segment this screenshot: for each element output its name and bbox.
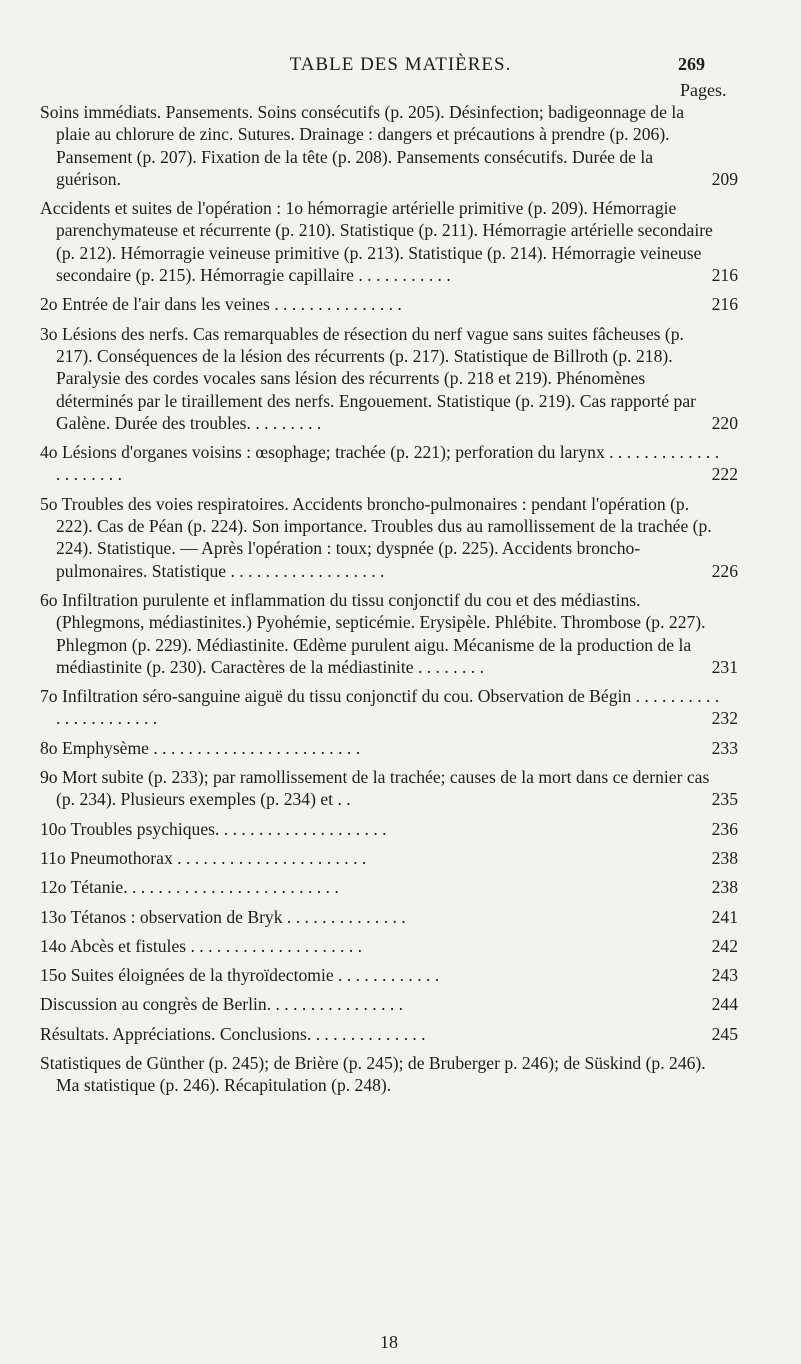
toc-entry-text: 8o Emphysème . . . . . . . . . . . . . . . . . . . . . . . . bbox=[40, 737, 361, 758]
toc-entry-text: 13o Tétanos : observation de Bryk . . . . . . . . . . . . . . bbox=[40, 906, 406, 927]
toc-entry-page: 241 bbox=[711, 906, 738, 927]
toc-entry bbox=[40, 964, 738, 986]
table-of-contents bbox=[40, 101, 738, 1104]
toc-entry-text: Soins immédiats. Pansements. Soins consécutifs (p. 205). Désinfection; badigeonnage de la plaie au chlorure de zinc. Sutures. Drainage : dangers et précautions à prendre (p. 206). Pansement (p. 207). Fixation de la tête (p. 208). Pansements consécutifs. Durée de la guérison. bbox=[40, 102, 689, 189]
toc-entry-text: Statistiques de Günther (p. 245); de Brière (p. 245); de Bruberger p. 246); de Süskind (p. 246). Ma statistique (p. 246). Récapitulation (p. 248). bbox=[40, 1052, 711, 1096]
toc-entry bbox=[40, 935, 738, 957]
toc-entry-text: 5o Troubles des voies respiratoires. Accidents broncho-pulmonaires : pendant l'opération (p. 222). Cas de Péan (p. 224). Son importance. Troubles dus au ramollissement de la trachée (p. 224). Statistique. — Après l'opération : toux; dyspnée (p. 225). Accidents broncho-pulmonaires. Statistique . . . . . . . . . . . . . . . . . . bbox=[40, 493, 717, 581]
toc-entry-text: 14o Abcès et fistules . . . . . . . . . . . . . . . . . . . . bbox=[40, 935, 363, 956]
toc-entry-text: 11o Pneumothorax . . . . . . . . . . . . . . . . . . . . . . bbox=[40, 847, 367, 868]
toc-entry-text: 7o Infiltration séro-sanguine aiguë du tissu conjonctif du cou. Observation de Bégin . . . . . . . . . . . . . . . . . . . . . . bbox=[40, 686, 724, 729]
toc-entry-text: Résultats. Appréciations. Conclusions. . . . . . . . . . . . . . bbox=[40, 1023, 426, 1044]
toc-entry-page: 216 bbox=[711, 294, 738, 315]
toc-entry-page: 236 bbox=[711, 818, 738, 839]
page-number: 269 bbox=[678, 54, 705, 74]
toc-entry bbox=[40, 493, 738, 582]
toc-entry bbox=[40, 1052, 720, 1097]
toc-entry-text: 2o Entrée de l'air dans les veines . . . . . . . . . . . . . . . bbox=[40, 294, 402, 315]
toc-entry-page: 232 bbox=[711, 708, 738, 729]
toc-entry-page: 243 bbox=[711, 965, 738, 986]
running-title: TABLE DES MATIÈRES. bbox=[289, 54, 512, 75]
toc-entry-text: 4o Lésions d'organes voisins : œsophage; trachée (p. 221); perforation du larynx . . . . . . . . . . . . . . . . . . . . . bbox=[40, 442, 724, 485]
toc-entry bbox=[40, 847, 738, 869]
toc-entry-page: 222 bbox=[711, 464, 738, 485]
toc-entry-page: 238 bbox=[711, 877, 738, 898]
toc-entry bbox=[40, 993, 738, 1015]
toc-entry-page: 231 bbox=[711, 656, 738, 677]
toc-entry bbox=[40, 876, 738, 898]
signature-folio: 18 bbox=[380, 1332, 398, 1352]
toc-entry bbox=[40, 197, 738, 286]
toc-entry bbox=[40, 737, 738, 759]
toc-entry-text: Discussion au congrès de Berlin. . . . . . . . . . . . . . . . bbox=[40, 994, 404, 1015]
toc-entry bbox=[40, 589, 738, 678]
toc-entry-page: 226 bbox=[711, 560, 738, 581]
toc-entry-text: 3o Lésions des nerfs. Cas remarquables de résection du nerf vague sans suites fâcheuses (p. 217). Conséquences de la lésion des récurrents (p. 217). Statistique de Billroth (p. 218). Paralysie des cordes vocales sans lésion des récurrents (p. 218 et 219). Phénomènes déterminés par le tiraillement des nerfs. Engouement. Statistique (p. 219). Cas rapporté par Galène. Durée des troubles. . . . . . . . . bbox=[40, 323, 701, 433]
toc-entry-text: 6o Infiltration purulente et inflammation du tissu conjonctif du cou et des médiastins. (Phlegmons, médiastinites.) Pyohémie, septicémie. Erysipèle. Phlébite. Thrombose (p. 227). Phlegmon (p. 229). Médiastinite. Œdème purulent aigu. Mécanisme de la production de la médiastinite (p. 230). Caractères de la médiastinite . . . . . . . . bbox=[40, 589, 710, 677]
toc-entry bbox=[40, 441, 738, 486]
toc-entry-text: 9o Mort subite (p. 233); par ramollissement de la trachée; causes de la mort dans ce dernier cas (p. 234). Plusieurs exemples (p. 234) et . . bbox=[40, 767, 714, 810]
toc-entry bbox=[40, 1023, 738, 1045]
toc-entry-page: 238 bbox=[711, 847, 738, 868]
toc-entry bbox=[40, 818, 738, 840]
toc-entry-page: 209 bbox=[711, 168, 738, 189]
toc-entry bbox=[40, 323, 738, 434]
toc-entry-page: 235 bbox=[711, 789, 738, 810]
toc-entry bbox=[40, 101, 738, 190]
toc-entry-page: 242 bbox=[711, 935, 738, 956]
toc-entry bbox=[40, 293, 738, 315]
toc-entry-page: 245 bbox=[711, 1023, 738, 1044]
toc-entry bbox=[40, 906, 738, 928]
toc-entry bbox=[40, 766, 738, 811]
toc-entry-page: 220 bbox=[711, 412, 738, 433]
toc-entry-text: 10o Troubles psychiques. . . . . . . . . . . . . . . . . . . . bbox=[40, 818, 387, 839]
toc-entry-page: 244 bbox=[711, 994, 738, 1015]
toc-entry-text: Accidents et suites de l'opération : 1o hémorragie artérielle primitive (p. 209). Hémorragie parenchymateuse et récurrente (p. 210). Statistique (p. 211). Hémorragie artérielle secondaire (p. 212). Hémorragie veineuse primitive (p. 213). Statistique (p. 214). Hémorragie veineuse secondaire (p. 215). Hémorragie capillaire . . . . . . . . . . . bbox=[40, 198, 718, 286]
toc-entry-page: 216 bbox=[711, 265, 738, 286]
toc-entry-text: 15o Suites éloignées de la thyroïdectomie . . . . . . . . . . . . bbox=[40, 965, 440, 986]
toc-entry bbox=[40, 685, 738, 730]
toc-entry-text: 12o Tétanie. . . . . . . . . . . . . . . . . . . . . . . . . bbox=[40, 877, 339, 898]
toc-entry-page: 233 bbox=[711, 737, 738, 758]
running-head bbox=[0, 50, 801, 80]
pages-column-label: Pages. bbox=[680, 80, 727, 100]
